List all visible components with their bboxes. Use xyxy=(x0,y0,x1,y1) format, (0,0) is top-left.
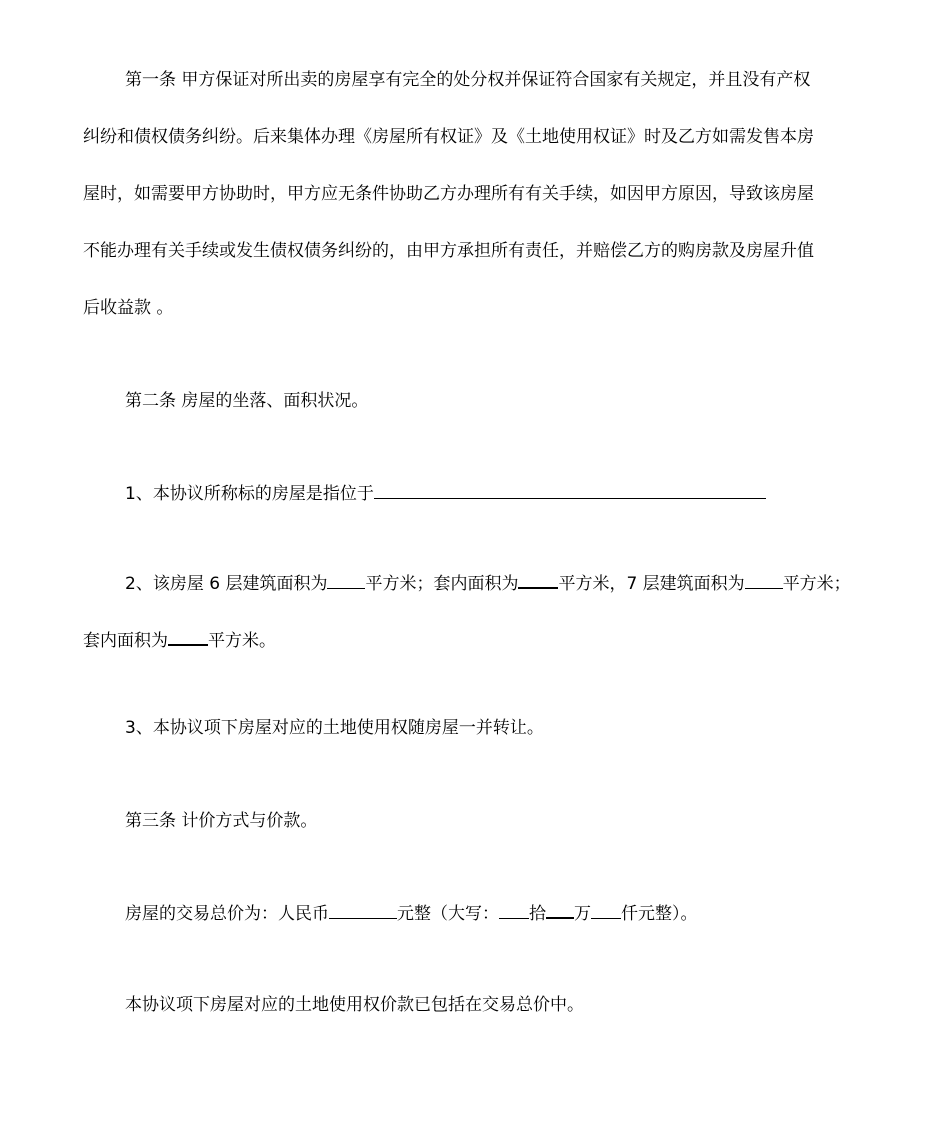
price-shi-blank xyxy=(499,901,529,919)
inner-area-6f-blank xyxy=(518,570,558,589)
price-amount-blank xyxy=(329,901,397,919)
article3-price xyxy=(125,900,698,924)
article1-line-2: 纠纷和债权债务纠纷。后来集体办理《房屋所有权证》及《土地使用权证》时及乙方如需发售本房 xyxy=(83,127,814,147)
area-7f-blank xyxy=(745,571,783,589)
item2-seg5: 套内面积为 xyxy=(83,631,168,651)
article1-line-3: 屋时，如需要甲方协助时，甲方应无条件协助乙方办理所有有关手续，如因甲方原因，导致该房屋 xyxy=(83,184,814,204)
price-seg5: 仟元整）。 xyxy=(621,904,698,924)
inner-area-7f-blank xyxy=(168,627,208,646)
item2-seg3: 平方米，7 层建筑面积为 xyxy=(558,574,745,594)
price-qian-blank xyxy=(591,901,621,919)
article2-item2-line2 xyxy=(83,627,276,651)
article2-heading: 第二条 房屋的坐落、面积状况。 xyxy=(125,391,369,411)
item2-seg4: 平方米； xyxy=(782,574,851,594)
price-seg4: 万 xyxy=(574,904,591,924)
location-blank xyxy=(374,481,766,499)
article1-line-4: 不能办理有关手续或发生债权债务纠纷的，由甲方承担所有责任，并赔偿乙方的购房款及房屋升值 xyxy=(83,241,814,261)
article1-line-1: 第一条 甲方保证对所出卖的房屋享有完全的处分权并保证符合国家有关规定，并且没有产权 xyxy=(125,70,811,90)
article2-item1 xyxy=(125,481,766,505)
article2-item3: 3、本协议项下房屋对应的土地使用权随房屋一并转让。 xyxy=(125,718,544,738)
price-seg3: 拾 xyxy=(529,904,546,924)
item2-seg6: 平方米。 xyxy=(208,631,276,651)
article1-line-5: 后收益款 。 xyxy=(83,298,174,318)
price-wan-blank xyxy=(546,900,574,919)
price-seg2: 元整（大写： xyxy=(397,904,499,924)
area-6f-blank xyxy=(327,571,365,589)
article2-item2-line1 xyxy=(125,570,851,594)
article3-heading: 第三条 计价方式与价款。 xyxy=(125,811,318,831)
item2-seg2: 平方米；套内面积为 xyxy=(365,574,519,594)
price-seg1: 房屋的交易总价为：人民币 xyxy=(125,904,329,924)
article3-note: 本协议项下房屋对应的土地使用权价款已包括在交易总价中。 xyxy=(125,995,584,1015)
item2-seg1: 2、该房屋 6 层建筑面积为 xyxy=(125,574,328,594)
article2-item1-text: 1、本协议所称标的房屋是指位于 xyxy=(125,484,374,504)
